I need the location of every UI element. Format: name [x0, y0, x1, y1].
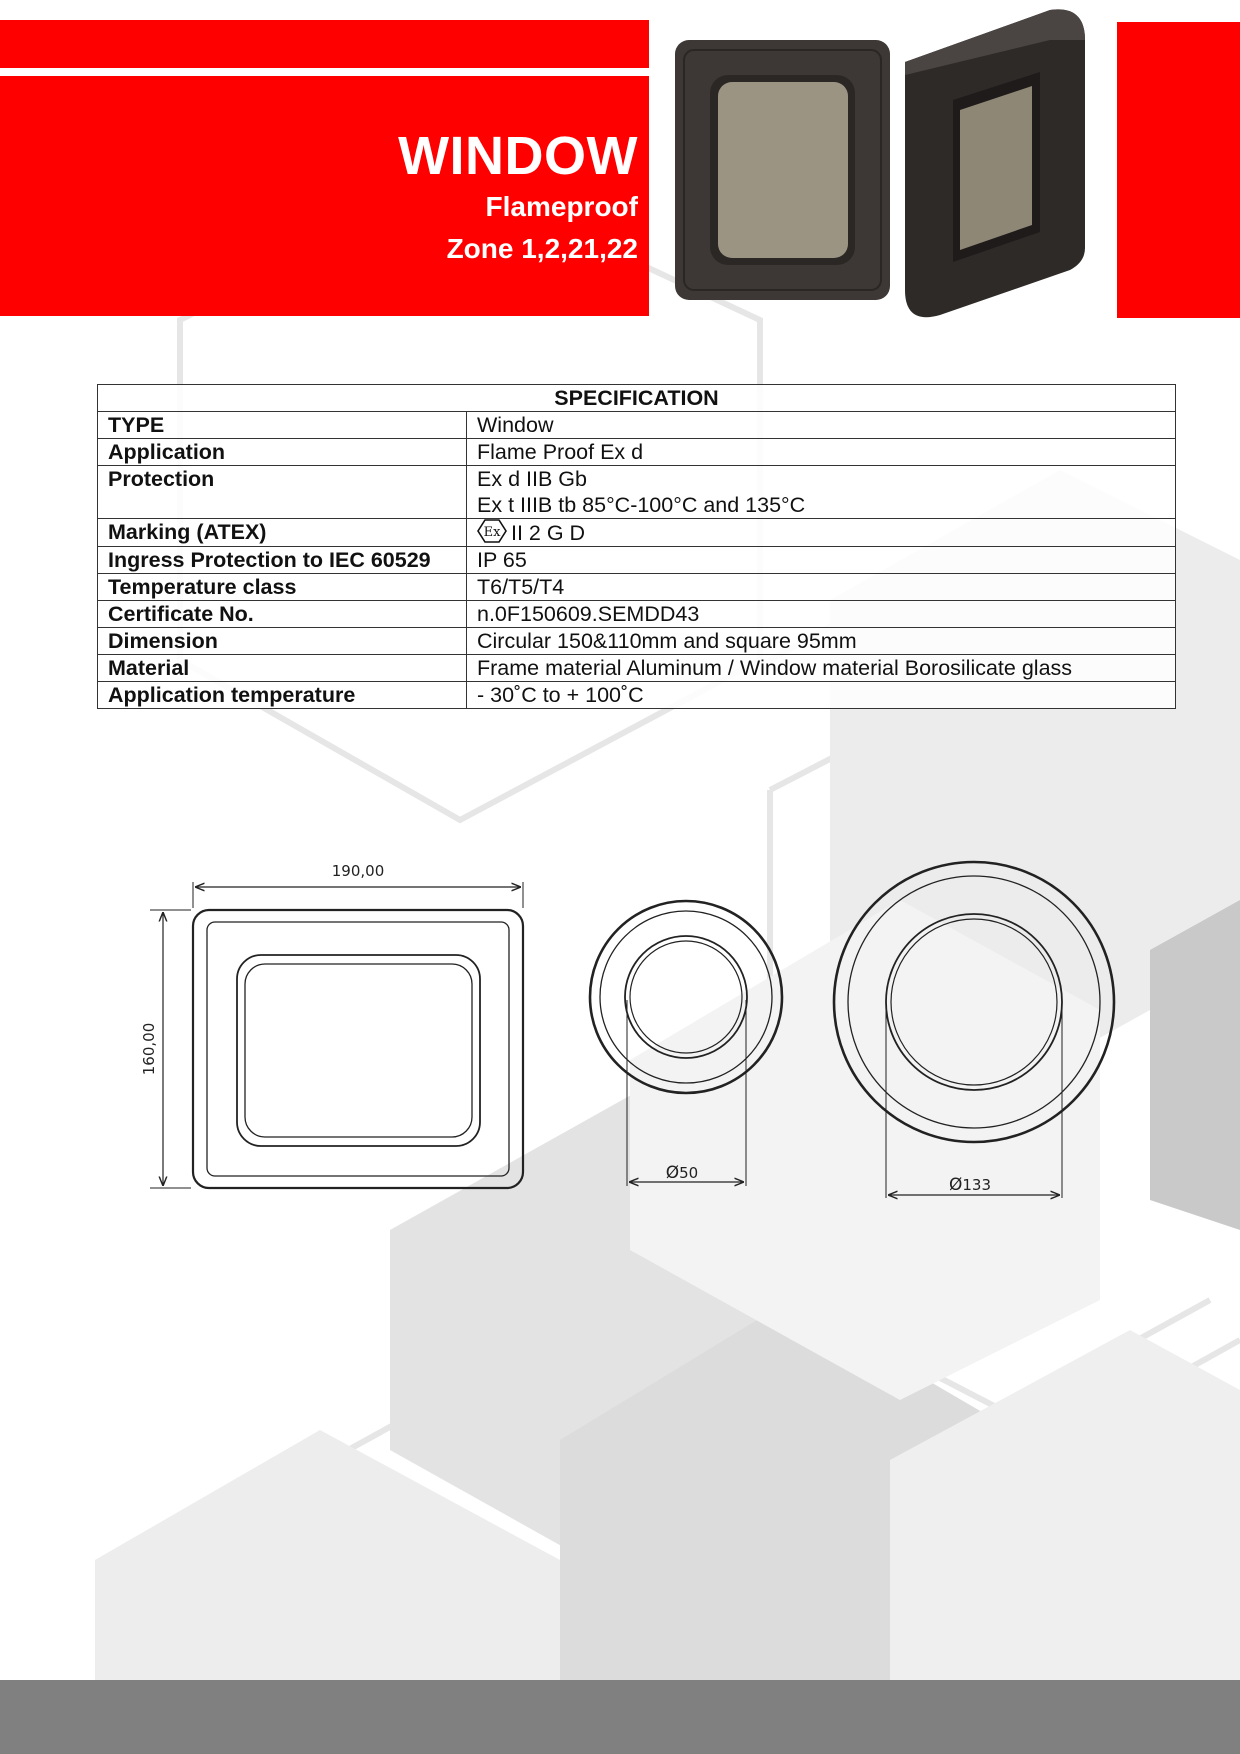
spec-value-marking [467, 519, 1176, 547]
square-window-drawing [150, 882, 523, 1188]
spec-value-app-temperature: - 30˚C to + 100˚C [467, 682, 1176, 709]
atex-ex-icon [477, 519, 507, 543]
spec-value-dimension: Circular 150&110mm and square 95mm [467, 628, 1176, 655]
spec-value-temperature-class: T6/T5/T4 [467, 574, 1176, 601]
square-width-dimension: 190,00 [331, 862, 385, 880]
large-circular-window-drawing [834, 862, 1114, 1198]
table-row [98, 574, 1176, 601]
page-title: WINDOW [398, 126, 638, 186]
spec-label-type: TYPE [98, 412, 467, 439]
svg-text:Ex: Ex [483, 525, 501, 540]
square-height-dimension: 160,00 [140, 1022, 158, 1076]
product-image [660, 0, 1120, 320]
spec-label-application: Application [98, 439, 467, 466]
spec-value-protection [467, 466, 1176, 519]
spec-value-certificate: n.0F150609.SEMDD43 [467, 601, 1176, 628]
small-circular-window-drawing [590, 901, 782, 1186]
footer-bar [0, 1680, 1240, 1754]
header-title-block [398, 126, 638, 270]
page-subtitle: Flameproof [485, 191, 638, 222]
table-row [98, 412, 1176, 439]
diameter-symbol: Ø [665, 1163, 680, 1183]
spec-value-protection-gas: Ex d IIB Gb [477, 467, 587, 491]
small-circle-diameter-label [666, 1163, 698, 1183]
small-circle-diameter-value: 50 [679, 1164, 699, 1182]
table-row [98, 547, 1176, 574]
table-row [98, 601, 1176, 628]
table-row [98, 628, 1176, 655]
large-circle-diameter-value: 133 [962, 1176, 992, 1194]
spec-label-protection: Protection [98, 466, 467, 519]
table-row [98, 682, 1176, 709]
spec-label-material: Material [98, 655, 467, 682]
spec-label-ingress: Ingress Protection to IEC 60529 [98, 547, 467, 574]
spec-label-dimension: Dimension [98, 628, 467, 655]
table-row [98, 655, 1176, 682]
spec-label-temperature-class: Temperature class [98, 574, 467, 601]
spec-label-certificate: Certificate No. [98, 601, 467, 628]
zone-label: Zone 1,2,21,22 [446, 233, 638, 264]
spec-value-marking-text: II 2 G D [511, 521, 586, 545]
spec-value-ingress: IP 65 [467, 547, 1176, 574]
spec-label-app-temperature: Application temperature [98, 682, 467, 709]
large-circle-diameter-label [949, 1175, 991, 1195]
header-red-band-top [0, 20, 649, 68]
table-row [98, 466, 1176, 519]
spec-value-application: Flame Proof Ex d [467, 439, 1176, 466]
table-row [98, 519, 1176, 547]
spec-table-title: SPECIFICATION [98, 385, 1176, 412]
spec-value-material: Frame material Aluminum / Window material Borosilicate glass [467, 655, 1176, 682]
diameter-symbol: Ø [948, 1175, 963, 1195]
header-red-block-right [1117, 22, 1240, 318]
table-row [98, 439, 1176, 466]
spec-value-type: Window [467, 412, 1176, 439]
spec-label-marking: Marking (ATEX) [98, 519, 467, 547]
spec-value-protection-dust: Ex t IIIB tb 85°C-100°C and 135°C [477, 493, 806, 517]
technical-drawing [0, 840, 1240, 1220]
specification-table [97, 384, 1176, 709]
